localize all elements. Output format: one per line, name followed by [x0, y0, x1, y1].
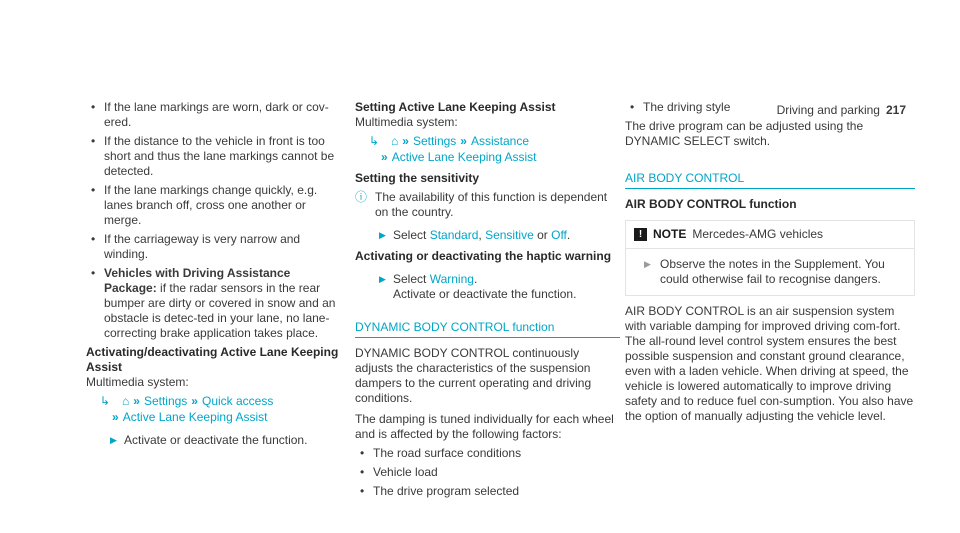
- step-text: Activate or deactivate the function.: [393, 287, 577, 301]
- menu-feature[interactable]: Active Lane Keeping Assist: [391, 150, 537, 164]
- system-label: Multimedia system:: [86, 375, 189, 389]
- list-item: • The drive program selected: [355, 484, 620, 499]
- arrow-icon: ↳: [369, 134, 380, 148]
- warning-icon: !: [634, 228, 647, 241]
- sensitivity-heading: Setting the sensitivity: [355, 171, 480, 185]
- option-warning[interactable]: Warning: [429, 272, 474, 286]
- pkg-bullet-head: Vehicles with Driving Assistance Package:: [104, 266, 291, 295]
- paragraph: AIR BODY CONTROL is an air suspension system with variable damping for improved driving com-fort. The all-round level control system ensures the best possible suspension and constant ground clearance, even with a laden vehicle. When driving at speed, the vehicle is lowered automatically to improve driving safety and to reduce fuel con-sumption. You also have the option of manually adjusting the vehicle level.: [625, 304, 914, 423]
- column-1: [86, 100, 342, 452]
- menu-settings[interactable]: Settings: [143, 394, 188, 408]
- paragraph: DYNAMIC BODY CONTROL continuously adjusts the characteristics of the suspension dampers to the current operating and driving conditions.: [355, 346, 592, 405]
- section-heading: Setting Active Lane Keeping Assist: [355, 100, 556, 114]
- menu-path: [86, 393, 342, 425]
- section-title: Driving and parking: [776, 103, 880, 117]
- note-box: [625, 220, 915, 296]
- info-note: [355, 190, 620, 220]
- separator-text: .: [566, 228, 571, 242]
- home-icon[interactable]: ⌂: [391, 134, 399, 148]
- menu-assistance[interactable]: Assistance: [470, 134, 530, 148]
- double-chevron-icon: »: [191, 394, 198, 408]
- menu-settings[interactable]: Settings: [412, 134, 457, 148]
- section-heading: Activating/deactivating Active Lane Keeping Assist: [86, 345, 339, 374]
- option-standard[interactable]: Standard: [429, 228, 479, 242]
- note-subtitle: Mercedes-AMG vehicles: [692, 227, 824, 241]
- paragraph: The damping is tuned individually for each wheel and is affected by the following factors:: [355, 412, 614, 441]
- home-icon[interactable]: ⌂: [122, 394, 130, 408]
- haptic-heading: Activating or deactivating the haptic warning: [355, 249, 612, 263]
- separator-text: or: [533, 228, 552, 242]
- double-chevron-icon: »: [112, 410, 119, 424]
- double-chevron-icon: »: [402, 134, 409, 148]
- list-item: • If the lane markings are worn, dark or cov-ered.: [86, 100, 342, 130]
- pkg-bullet-text: if the radar sensors in the rear bumper are dirty or covered in snow and an obstacle is detec-ted in your lane, no lane-correcting brake application takes place.: [104, 281, 336, 340]
- instruction-step: [355, 228, 620, 243]
- instruction-step: [355, 272, 620, 302]
- dbc-section-title: DYNAMIC BODY CONTROL function: [355, 320, 620, 338]
- double-chevron-icon: »: [133, 394, 140, 408]
- note-label: NOTE: [653, 227, 687, 241]
- list-item: • The driving style: [625, 100, 915, 115]
- step-text: Select: [393, 272, 430, 286]
- separator-text: ,: [478, 228, 486, 242]
- column-2: [355, 100, 620, 503]
- list-item: • If the carriageway is very narrow and winding.: [86, 232, 342, 262]
- instruction-step: ▶ Activate or deactivate the function.: [86, 433, 342, 448]
- menu-path: [355, 133, 620, 165]
- note-step: ▶ Observe the notes in the Supplement. You could otherwise fail to recognise dangers.: [634, 257, 906, 287]
- list-item: • If the lane markings change quickly, e.g. lanes branch off, cross one another or merge.: [86, 183, 342, 228]
- list-item: [86, 266, 342, 341]
- column-3: [625, 100, 915, 424]
- double-chevron-icon: »: [381, 150, 388, 164]
- system-label: Multimedia system:: [355, 115, 458, 129]
- option-off[interactable]: Off: [551, 228, 567, 242]
- option-sensitive[interactable]: Sensitive: [485, 228, 534, 242]
- menu-feature[interactable]: Active Lane Keeping Assist: [122, 410, 268, 424]
- separator-text: .: [473, 272, 478, 286]
- paragraph: The drive program can be adjusted using the DYNAMIC SELECT switch.: [625, 119, 864, 148]
- info-text: The availability of this function is dependent on the country.: [375, 190, 608, 219]
- menu-quick-access[interactable]: Quick access: [201, 394, 274, 408]
- info-icon: ⓘ: [355, 190, 368, 204]
- step-text: Select: [393, 228, 430, 242]
- list-item: • The road surface conditions: [355, 446, 620, 461]
- sub-heading: AIR BODY CONTROL function: [625, 197, 797, 211]
- double-chevron-icon: »: [460, 134, 467, 148]
- arrow-icon: ↳: [100, 394, 111, 408]
- list-item: • Vehicle load: [355, 465, 620, 480]
- page-number: 217: [885, 103, 906, 117]
- list-item: • If the distance to the vehicle in front is too short and thus the lane markings cannot be detected.: [86, 134, 342, 179]
- air-section-title: AIR BODY CONTROL: [625, 171, 915, 189]
